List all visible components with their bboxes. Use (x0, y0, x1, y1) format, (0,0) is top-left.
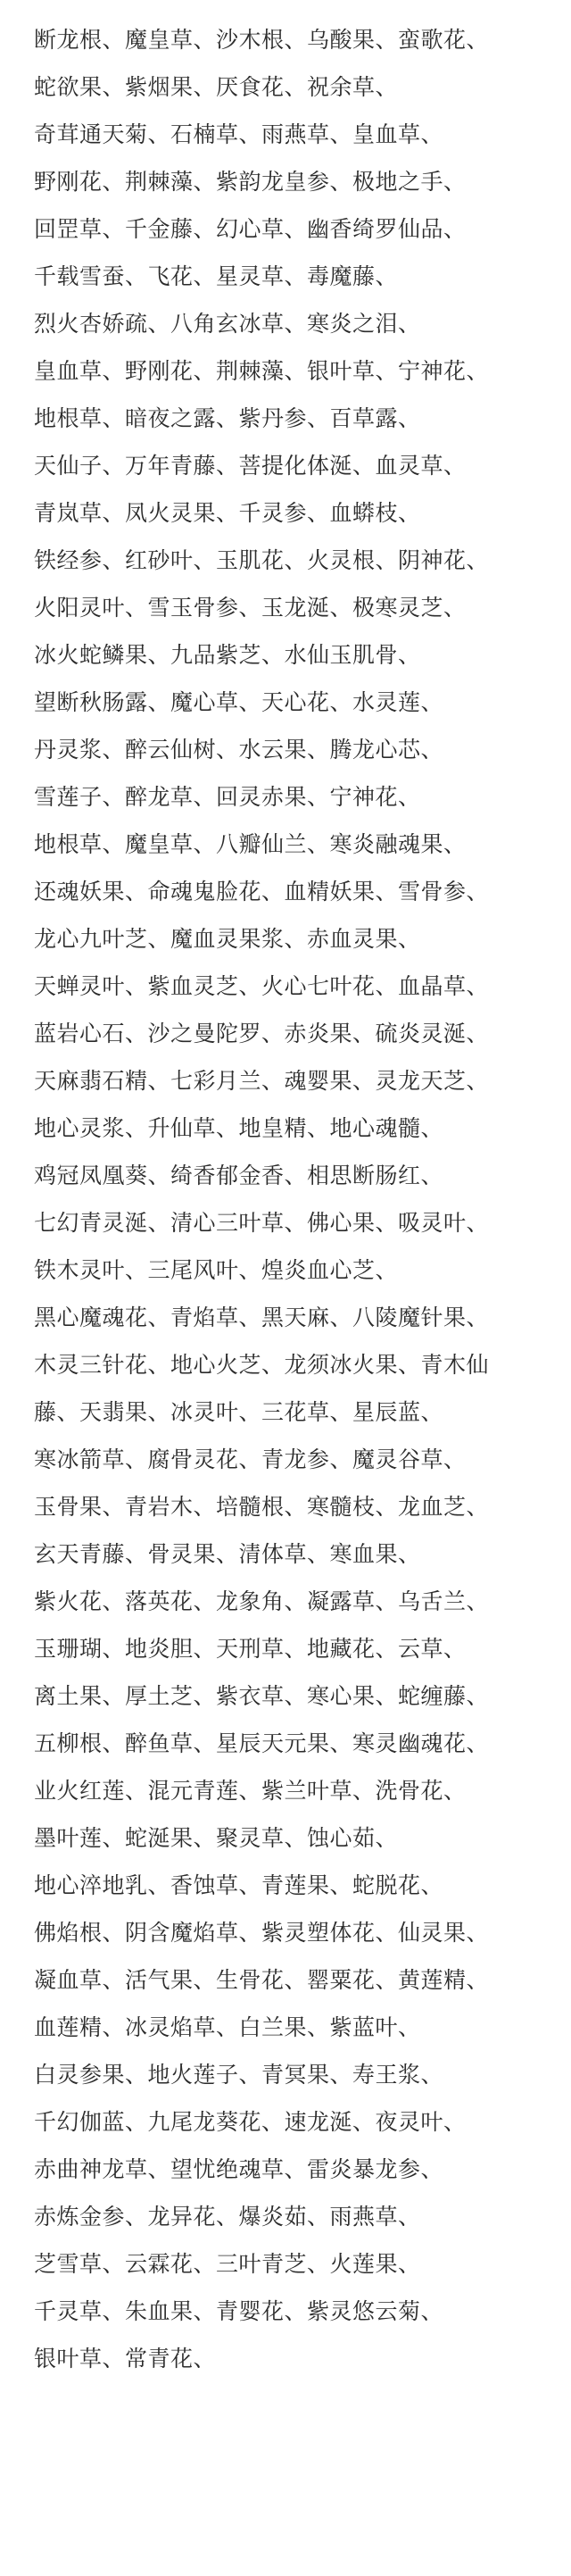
text-line: 奇茸通天菊、石楠草、雨燕草、皇血草、 (34, 121, 444, 147)
text-line: 蛇欲果、紫烟果、厌食花、祝余草、 (34, 74, 399, 100)
text-line: 野刚花、荆棘藻、紫韵龙皇参、极地之手、 (34, 169, 467, 195)
text-line: 白灵参果、地火莲子、青冥果、寿王浆、 (34, 2062, 444, 2088)
text-line: 铁经参、红砂叶、玉肌花、火灵根、阴神花、 (34, 547, 490, 573)
text-line: 回罡草、千金藤、幻心草、幽香绮罗仙品、 (34, 216, 467, 242)
text-line: 鸡冠凤凰葵、绮香郁金香、相思断肠红、 (34, 1163, 444, 1188)
text-line: 天麻翡石精、七彩月兰、魂婴果、灵龙天芝、 (34, 1068, 490, 1094)
text-line: 青岚草、凤火灵果、千灵参、血蟒枝、 (34, 500, 421, 526)
text-line: 赤曲神龙草、望忧绝魂草、雷炎暴龙参、 (34, 2156, 444, 2182)
text-line: 蓝岩心石、沙之曼陀罗、赤炎果、硫炎灵涎、 (34, 1021, 490, 1046)
herb-list (34, 16, 560, 2382)
text-line: 佛焰根、阴含魔焰草、紫灵塑体花、仙灵果、 (34, 1920, 490, 1946)
text-line: 天仙子、万年青藤、菩提化体涎、血灵草、 (34, 453, 467, 479)
text-line: 木灵三针花、地心火芝、龙须冰火果、青木仙 (34, 1352, 490, 1378)
text-line: 黑心魔魂花、青焰草、黑天麻、八陵魔针果、 (34, 1305, 490, 1330)
text-line: 紫火花、落英花、龙象角、凝露草、乌舌兰、 (34, 1588, 490, 1614)
text-line: 业火红莲、混元青莲、紫兰叶草、洗骨花、 (34, 1778, 467, 1804)
text-line: 地根草、魔皇草、八瓣仙兰、寒炎融魂果、 (34, 831, 467, 857)
text-line: 藤、天翡果、冰灵叶、三花草、星辰蓝、 (34, 1399, 444, 1425)
text-line: 千幻伽蓝、九尾龙葵花、速龙涎、夜灵叶、 (34, 2109, 467, 2135)
text-line: 银叶草、常青花、 (34, 2346, 217, 2372)
text-line: 丹灵浆、醉云仙树、水云果、腾龙心芯、 (34, 737, 444, 763)
text-line: 地根草、暗夜之露、紫丹参、百草露、 (34, 405, 421, 431)
text-line: 玄天青藤、骨灵果、清体草、寒血果、 (34, 1541, 421, 1567)
text-line: 烈火杏娇疏、八角玄冰草、寒炎之泪、 (34, 311, 421, 337)
text-line: 火阳灵叶、雪玉骨参、玉龙涎、极寒灵芝、 (34, 595, 467, 621)
text-line: 冰火蛇鳞果、九品紫芝、水仙玉肌骨、 (34, 642, 421, 668)
text-line: 雪莲子、醉龙草、回灵赤果、宁神花、 (34, 784, 421, 810)
text-line: 玉珊瑚、地炎胆、天刑草、地藏花、云草、 (34, 1636, 467, 1662)
text-line: 铁木灵叶、三尾风叶、煌炎血心芝、 (34, 1257, 399, 1283)
text-line: 千灵草、朱血果、青婴花、紫灵悠云菊、 (34, 2298, 444, 2324)
text-line: 龙心九叶芝、魔血灵果浆、赤血灵果、 (34, 926, 421, 952)
text-line: 还魂妖果、命魂鬼脸花、血精妖果、雪骨参、 (34, 879, 490, 905)
text-line: 五柳根、醉鱼草、星辰天元果、寒灵幽魂花、 (34, 1730, 490, 1756)
text-line: 地心淬地乳、香蚀草、青莲果、蛇脱花、 (34, 1872, 444, 1898)
text-line: 七幻青灵涎、清心三叶草、佛心果、吸灵叶、 (34, 1210, 490, 1236)
text-line: 望断秋肠露、魔心草、天心花、水灵莲、 (34, 689, 444, 715)
text-line: 断龙根、魔皇草、沙木根、乌酸果、蛮歌花、 (34, 27, 490, 53)
text-line: 天蝉灵叶、紫血灵芝、火心七叶花、血晶草、 (34, 973, 490, 999)
text-line: 离土果、厚土芝、紫衣草、寒心果、蛇缠藤、 (34, 1683, 490, 1709)
text-line: 玉骨果、青岩木、培髓根、寒髓枝、龙血芝、 (34, 1494, 490, 1520)
text-line: 寒冰箭草、腐骨灵花、青龙参、魔灵谷草、 (34, 1446, 467, 1472)
text-line: 赤炼金参、龙异花、爆炎茹、雨燕草、 (34, 2204, 421, 2230)
text-line: 凝血草、活气果、生骨花、罂粟花、黄莲精、 (34, 1967, 490, 1993)
text-line: 芝雪草、云霖花、三叶青芝、火莲果、 (34, 2251, 421, 2277)
text-line: 血莲精、冰灵焰草、白兰果、紫蓝叶、 (34, 2014, 421, 2040)
text-line: 千载雪蚕、飞花、星灵草、毒魔藤、 (34, 263, 399, 289)
text-line: 皇血草、野刚花、荆棘藻、银叶草、宁神花、 (34, 358, 490, 384)
text-line: 墨叶莲、蛇涎果、聚灵草、蚀心茹、 (34, 1825, 399, 1851)
text-line: 地心灵浆、升仙草、地皇精、地心魂髓、 (34, 1115, 444, 1141)
